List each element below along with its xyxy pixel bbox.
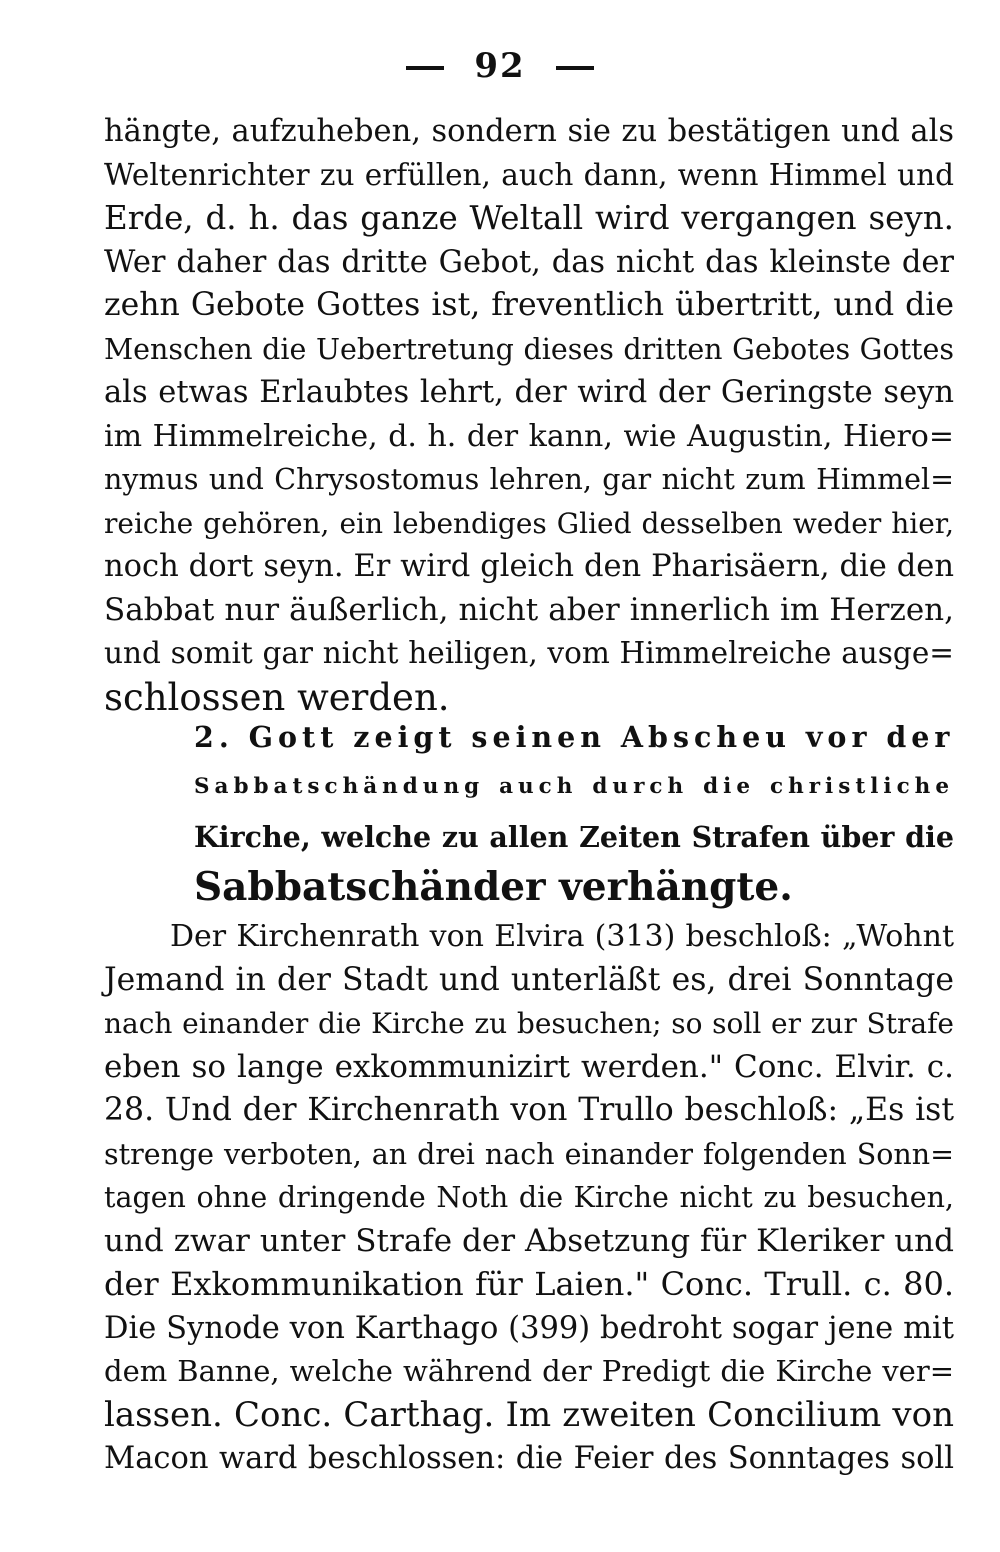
text-line: hängte, aufzuheben, sondern sie zu bestätigen und als — [104, 114, 954, 149]
text-line: noch dort seyn. Er wird gleich den Pharisäern, die den — [104, 549, 954, 584]
text-line: der Exkommunikation für Laien." Conc. Trull. c. 80. — [104, 1265, 954, 1303]
text-line: als etwas Erlaubtes lehrt, der wird der Geringste seyn — [104, 375, 954, 410]
paragraph-1 — [104, 110, 954, 719]
text-line: und somit gar nicht heiligen, vom Himmelreiche ausge= — [104, 636, 954, 670]
section-heading — [104, 712, 954, 912]
text-line: Weltenrichter zu erfüllen, auch dann, wenn Himmel und — [104, 157, 954, 192]
right-dash-ornament — [556, 66, 594, 70]
heading-line: Sabbatschändung auch durch die christliche — [194, 774, 954, 799]
text-line: Wer daher das dritte Gebot, das nicht das kleinste der — [104, 244, 954, 280]
text-line: nymus und Chrysostomus lehren, gar nicht zum Himmel= — [104, 463, 954, 496]
text-line: Jemand in der Stadt und unterläßt es, drei Sonntage — [104, 961, 954, 998]
text-line: nach einander die Kirche zu besuchen; so soll er zur Strafe — [104, 1007, 954, 1040]
left-dash-ornament — [406, 66, 444, 70]
text-line: reiche gehören, ein lebendiges Glied desselben weder hier, — [104, 506, 954, 540]
text-line: dem Banne, welche während der Predigt die Kirche ver= — [104, 1354, 954, 1388]
heading-line: Kirche, welche zu allen Zeiten Strafen über die — [194, 820, 954, 854]
text-line: Sabbat nur äußerlich, nicht aber innerlich im Herzen, — [104, 591, 954, 628]
page-number: 92 — [474, 46, 526, 86]
text-line: lassen. Conc. Carthag. Im zweiten Concilium von — [104, 1394, 954, 1435]
paragraph-2 — [104, 915, 954, 1481]
text-line: tagen ohne dringende Noth die Kirche nicht zu besuchen, — [104, 1181, 954, 1214]
text-line: zehn Gebote Gottes ist, freventlich übertritt, und die — [104, 287, 954, 323]
text-line: Die Synode von Karthago (399) bedroht sogar jene mit — [104, 1310, 954, 1346]
page-number-header — [0, 46, 1000, 86]
heading-line: Sabbatschänder verhängte. — [194, 864, 793, 910]
text-line: schlossen werden. — [104, 675, 450, 719]
text-line: strenge verboten, an drei nach einander folgenden Sonn= — [104, 1137, 954, 1171]
text-line: Erde, d. h. das ganze Weltall wird vergangen seyn. — [104, 199, 954, 237]
text-line: Menschen die Uebertretung dieses dritten Gebotes Gottes — [104, 332, 954, 366]
text-line: und zwar unter Strafe der Absetzung für Kleriker und — [104, 1222, 954, 1259]
text-line: Der Kirchenrath von Elvira (313) beschloß: „Wohnt — [170, 919, 954, 954]
text-line: Macon ward beschlossen: die Feier des Sonntages soll — [104, 1441, 954, 1476]
text-line: im Himmelreiche, d. h. der kann, wie Augustin, Hiero= — [104, 418, 954, 454]
text-line: 28. Und der Kirchenrath von Trullo beschloß: „Es ist — [104, 1092, 954, 1128]
heading-line: 2. Gott zeigt seinen Abscheu vor der — [194, 720, 955, 754]
text-line: eben so lange exkommunizirt werden." Conc. Elvir. c. — [104, 1048, 954, 1085]
